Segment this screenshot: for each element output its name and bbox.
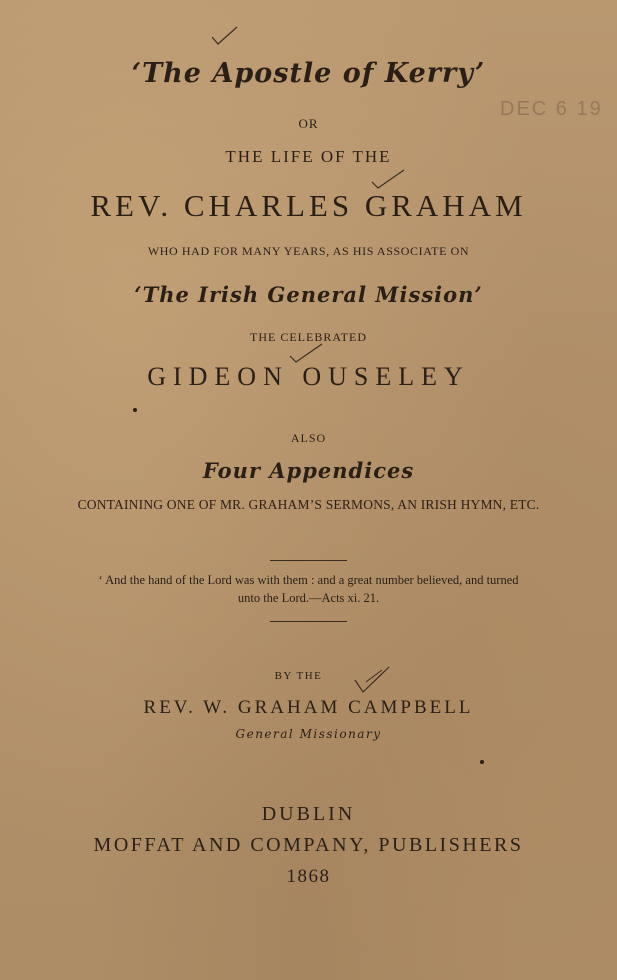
- library-stamp: DEC 6 19: [500, 98, 603, 120]
- containing-text: CONTAINING ONE OF MR. GRAHAM’S SERMONS, AN IRISH HYMN, ETC.: [77, 497, 540, 512]
- appendices-title: Four Appendices: [202, 458, 415, 483]
- associate-name: GIDEON OUSELEY: [147, 362, 470, 391]
- imprint-year: 1868: [286, 866, 331, 887]
- pencil-check-icon: [210, 25, 240, 47]
- by-the-label: BY THE: [274, 670, 323, 682]
- subtitle-life-of: THE LIFE OF THE: [225, 147, 392, 166]
- divider-top: [270, 560, 347, 561]
- author-name: REV. W. GRAHAM CAMPBELL: [143, 697, 474, 718]
- also-label: ALSO: [290, 431, 327, 445]
- pencil-check-icon: [370, 168, 406, 190]
- pencil-check-icon: [288, 342, 324, 364]
- who-had-text: WHO HAD FOR MANY YEARS, AS HIS ASSOCIATE ON: [147, 244, 470, 258]
- book-title: ‘The Apostle of Kerry’: [131, 58, 486, 89]
- celebrated-label: THE CELEBRATED: [250, 330, 367, 344]
- epigraph-line-1: ‘ And the hand of the Lord was with them : and a great number believed, and turned: [98, 573, 519, 587]
- epigraph-line-2: unto the Lord.—Acts xi. 21.: [237, 591, 380, 605]
- ink-dot: [133, 408, 137, 412]
- imprint-city: DUBLIN: [261, 803, 356, 825]
- subject-name: REV. CHARLES GRAHAM: [90, 188, 527, 223]
- or-label: OR: [298, 116, 319, 131]
- ink-dot: [480, 760, 484, 764]
- imprint-publisher: MOFFAT AND COMPANY, PUBLISHERS: [93, 834, 524, 856]
- divider-bottom: [270, 621, 347, 622]
- mission-title: ‘The Irish General Mission’: [134, 282, 483, 307]
- author-role: General Missionary: [235, 727, 382, 741]
